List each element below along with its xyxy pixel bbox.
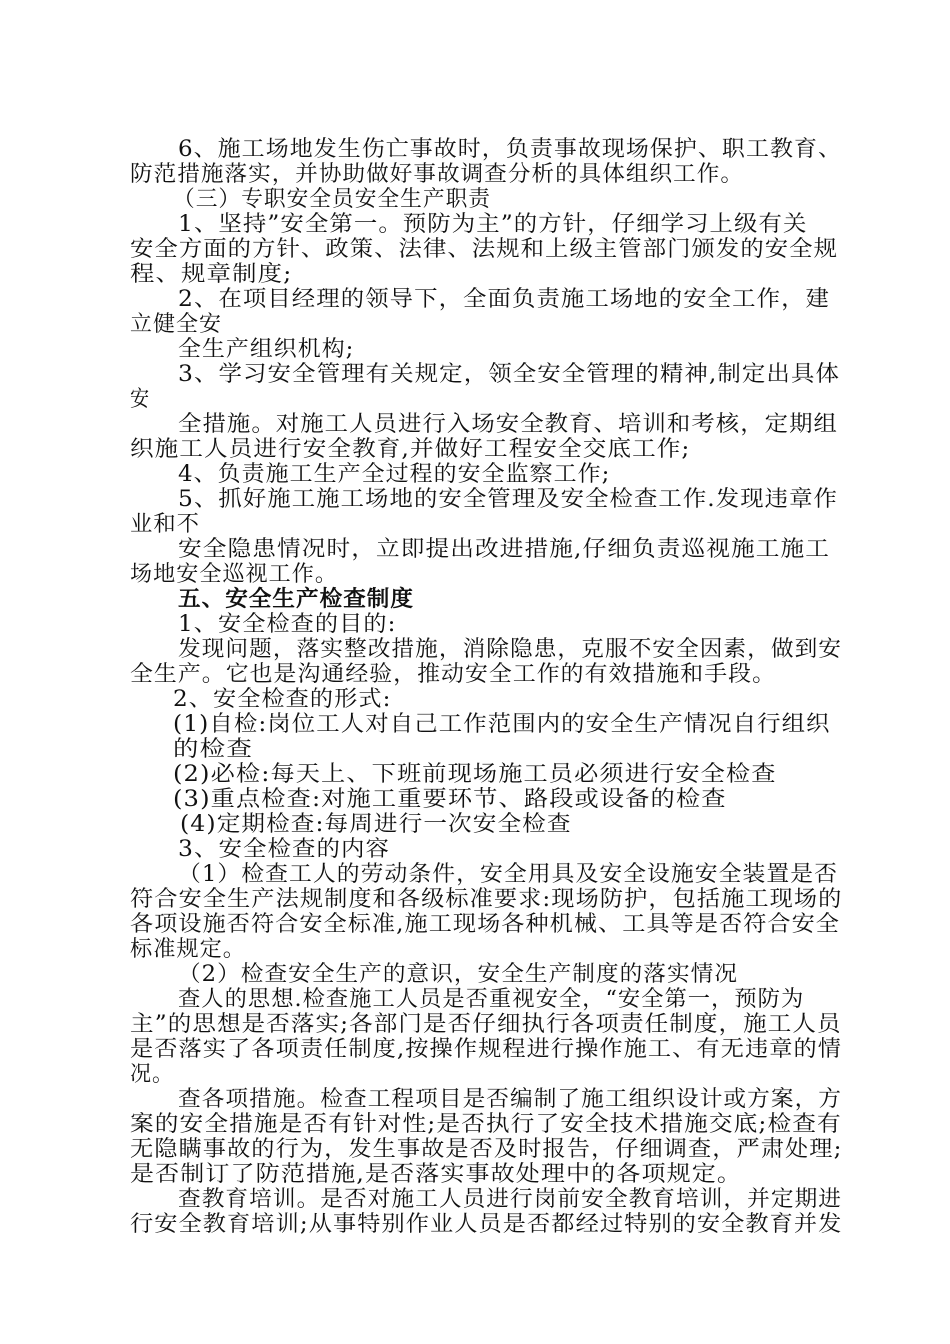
text-line: 查各项措施。检查工程项目是否编制了施工组织设计或方案，方 (178, 1087, 843, 1112)
text-line: 查教育培训。是否对施工人员进行岗前安全教育培训，并定期进 (178, 1187, 843, 1212)
text-line: 全措施。对施工人员进行入场安全教育、培训和考核，定期组 (178, 412, 839, 437)
text-line: 6、施工场地发生伤亡事故时，负责事故现场保护、职工教育、 (178, 137, 842, 162)
text-line: 立健全安 (130, 312, 223, 337)
text-line: 程、规章制度; (130, 262, 293, 287)
text-line: 标准规定。 (130, 937, 247, 962)
text-line: 安全方面的方针、政策、法律、法规和上级主管部门颁发的安全规 (130, 237, 839, 262)
text-line: 是否落实了各项责任制度,按操作规程进行操作施工、有无违章的情 (130, 1037, 842, 1062)
text-line: （1）检查工人的劳动条件，安全用具及安全设施安全装置是否 (178, 862, 838, 887)
text-line: 5、抓好施工施工场地的安全管理及安全检查工作.发现违章作 (178, 487, 838, 512)
text-line: 安 (130, 387, 151, 412)
text-line: 业和不 (130, 512, 201, 537)
text-line: (2)必检:每天上、下班前现场施工员必须进行安全检查 (173, 762, 777, 787)
text-line: 全生产组织机构; (178, 337, 355, 362)
section-heading: 五、安全生产检查制度 (178, 586, 415, 612)
text-line: 4、负责施工生产全过程的安全监察工作; (178, 462, 611, 487)
text-line: 全生产。它也是沟通经验，推动安全工作的有效措施和手段。 (130, 662, 777, 687)
text-line: 主”的思想是否落实;各部门是否仔细执行各项责任制度，施工人员 (130, 1012, 842, 1037)
text-line: 安全隐患情况时，立即提出改进措施,仔细负责巡视施工施工 (178, 537, 830, 562)
text-line: 2、在项目经理的领导下，全面负责施工场地的安全工作，建 (178, 287, 830, 312)
text-line: 符合安全生产法规制度和各级标准要求:现场防护，包括施工现场的 (130, 887, 843, 912)
text-line: 的检查 (173, 737, 254, 762)
text-line: 各项设施否符合安全标准,施工现场各种机械、工具等是否符合安全 (130, 912, 840, 937)
text-line: 行安全教育培训;从事特别作业人员是否都经过特别的安全教育并发 (130, 1212, 843, 1237)
text-line: 织施工人员进行安全教育,并做好工程安全交底工作; (130, 437, 691, 462)
text-line: 查人的思想.检查施工人员是否重视安全，“安全第一，预防为 (178, 987, 805, 1012)
text-line: （2）检查安全生产的意识，安全生产制度的落实情况 (178, 962, 738, 987)
text-line: 3、安全检查的内容 (178, 837, 390, 862)
text-line: 场地安全巡视工作。 (130, 562, 339, 587)
text-line: (4)定期检查:每周进行一次安全检查 (180, 812, 572, 837)
text-line: (1)自检:岗位工人对自己工作范围内的安全生产情况自行组织 (173, 712, 831, 737)
text-line: 3、学习安全管理有关规定，领全安全管理的精神,制定出具体 (178, 362, 840, 387)
text-line: 1、坚持”安全第一。预防为主”的方针，仔细学习上级有关 (178, 212, 808, 237)
text-line: 况。 (130, 1062, 175, 1087)
text-line: (3)重点检查:对施工重要环节、路段或设备的检查 (173, 787, 727, 812)
text-line: 案的安全措施是否有针对性;是否执行了安全技术措施交底;检查有 (130, 1112, 842, 1137)
text-line: 1、安全检查的目的: (178, 612, 397, 637)
text-line: 是否制订了防范措施,是否落实事故处理中的各项规定。 (130, 1162, 742, 1187)
text-line: 无隐瞒事故的行为，发生事故是否及时报告，仔细调查，严肃处理; (130, 1137, 843, 1162)
text-line: 发现问题，落实整改措施，消除隐患，克服不安全因素，做到安 (178, 637, 843, 662)
text-line: 2、安全检查的形式: (173, 687, 392, 712)
text-line: 防范措施落实，并协助做好事故调查分析的具体组织工作。 (130, 162, 745, 187)
text-line: （三）专职安全员安全生产职责 (173, 187, 492, 212)
